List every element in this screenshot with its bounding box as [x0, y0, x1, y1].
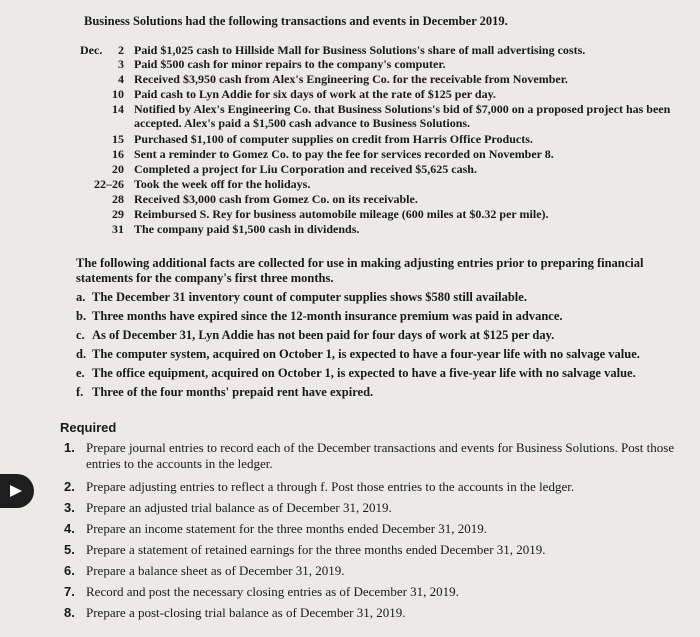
adjusting-fact — [76, 347, 640, 362]
transaction-text: Received $3,000 cash from Gomez Co. on its receivable. — [134, 192, 418, 206]
adjusting-fact — [76, 366, 636, 381]
transaction-text: Completed a project for Liu Corporation and received $5,625 cash. — [134, 162, 477, 176]
transaction-date: 4 — [118, 72, 124, 86]
adjusting-fact — [76, 385, 373, 400]
transaction-date: 22–26 — [94, 177, 124, 191]
transaction-date: 16 — [112, 147, 124, 161]
transaction-row — [80, 192, 685, 206]
transaction-date: 15 — [112, 132, 124, 146]
transaction-date: 31 — [112, 222, 124, 236]
transaction-text: Reimbursed S. Rey for business automobile mileage (600 miles at $0.32 per mile). — [134, 207, 549, 221]
required-heading: Required — [60, 420, 117, 435]
required-text: Record and post the necessary closing entries as of December 31, 2019. — [86, 584, 459, 599]
fact-key: b. — [76, 309, 87, 323]
transaction-text: The company paid $1,500 cash in dividends. — [134, 222, 360, 236]
required-item — [64, 542, 694, 558]
required-item — [64, 440, 694, 472]
fact-text: The December 31 inventory count of computer supplies shows $580 still available. — [92, 290, 527, 304]
required-text: Prepare a statement of retained earnings for the three months ended December 31, 2019. — [86, 542, 546, 557]
transaction-row — [80, 43, 685, 57]
required-item — [64, 584, 694, 600]
required-number: 7. — [64, 584, 75, 599]
required-number: 6. — [64, 563, 75, 578]
transaction-date: 10 — [112, 87, 124, 101]
pointer-arrow-icon — [0, 474, 34, 508]
adjusting-fact — [76, 290, 527, 305]
required-number: 3. — [64, 500, 75, 515]
transaction-date: 3 — [118, 57, 124, 71]
transaction-date: 2 — [118, 43, 124, 57]
transaction-row — [80, 222, 685, 236]
fact-key: d. — [76, 347, 87, 361]
transaction-row — [80, 177, 685, 191]
transaction-text: Notified by Alex's Engineering Co. that Business Solutions's bid of $7,000 on a proposed project has been accepted. Alex's paid a $1,500 cash advance to Business Solutions. — [134, 102, 671, 130]
required-text: Prepare a post-closing trial balance as of December 31, 2019. — [86, 605, 406, 620]
required-number: 5. — [64, 542, 75, 557]
required-item — [64, 521, 694, 537]
transaction-text: Sent a reminder to Gomez Co. to pay the fee for services recorded on November 8. — [134, 147, 554, 161]
problem-intro: Business Solutions had the following transactions and events in December 2019. — [84, 14, 508, 28]
month-text: Dec. — [80, 43, 103, 57]
required-item — [64, 605, 694, 621]
adjusting-facts-intro: The following additional facts are collected for use in making adjusting entries prior to preparing financial statements for the company's first three months. — [76, 256, 644, 285]
required-item — [64, 479, 694, 495]
required-number: 2. — [64, 479, 75, 494]
fact-text: The office equipment, acquired on October 1, is expected to have a five-year life with no salvage value. — [92, 366, 636, 380]
transaction-text: Paid $1,025 cash to Hillside Mall for Business Solutions's share of mall advertising costs. — [134, 43, 586, 57]
adjusting-fact — [76, 309, 563, 324]
transaction-text: Took the week off for the holidays. — [134, 177, 311, 191]
required-number: 4. — [64, 521, 75, 536]
fact-key: f. — [76, 385, 84, 399]
transaction-row — [80, 132, 685, 146]
transaction-row — [80, 87, 685, 101]
fact-text: As of December 31, Lyn Addie has not been paid for four days of work at $125 per day. — [92, 328, 555, 342]
required-item — [64, 563, 694, 579]
required-text: Prepare adjusting entries to reflect a through f. Post those entries to the accounts in the ledger. — [86, 479, 575, 494]
arrow-right-icon — [8, 483, 24, 499]
transaction-text: Paid $500 cash for minor repairs to the company's computer. — [134, 57, 446, 71]
transaction-date: 29 — [112, 207, 124, 221]
fact-key: c. — [76, 328, 85, 342]
transaction-date: 28 — [112, 192, 124, 206]
fact-key: e. — [76, 366, 85, 380]
transaction-row — [80, 207, 685, 221]
transaction-row — [80, 57, 685, 71]
transaction-text: Purchased $1,100 of computer supplies on credit from Harris Office Products. — [134, 132, 533, 146]
transaction-date: 14 — [112, 102, 124, 116]
transaction-date: 20 — [112, 162, 124, 176]
required-number: 1. — [64, 440, 75, 455]
required-text: Prepare an income statement for the three months ended December 31, 2019. — [86, 521, 488, 536]
transaction-text: Paid cash to Lyn Addie for six days of work at the rate of $125 per day. — [134, 87, 496, 101]
required-text: Prepare a balance sheet as of December 31, 2019. — [86, 563, 345, 578]
transaction-row — [80, 147, 685, 161]
fact-text: Three months have expired since the 12-month insurance premium was paid in advance. — [92, 309, 563, 323]
fact-key: a. — [76, 290, 86, 304]
transaction-text: Received $3,950 cash from Alex's Engineering Co. for the receivable from November. — [134, 72, 568, 86]
transaction-row — [80, 72, 685, 86]
adjusting-fact — [76, 328, 554, 343]
required-text: Prepare an adjusted trial balance as of December 31, 2019. — [86, 500, 392, 515]
fact-text: Three of the four months' prepaid rent have expired. — [92, 385, 374, 399]
transaction-row — [80, 162, 685, 176]
fact-text: The computer system, acquired on October 1, is expected to have a four-year life with no salvage value. — [92, 347, 640, 361]
required-number: 8. — [64, 605, 75, 620]
required-text: Prepare journal entries to record each of the December transactions and events for Business Solutions. Post those entries to the accounts in the ledger. — [86, 440, 675, 471]
transaction-row — [80, 102, 685, 130]
required-item — [64, 500, 694, 516]
